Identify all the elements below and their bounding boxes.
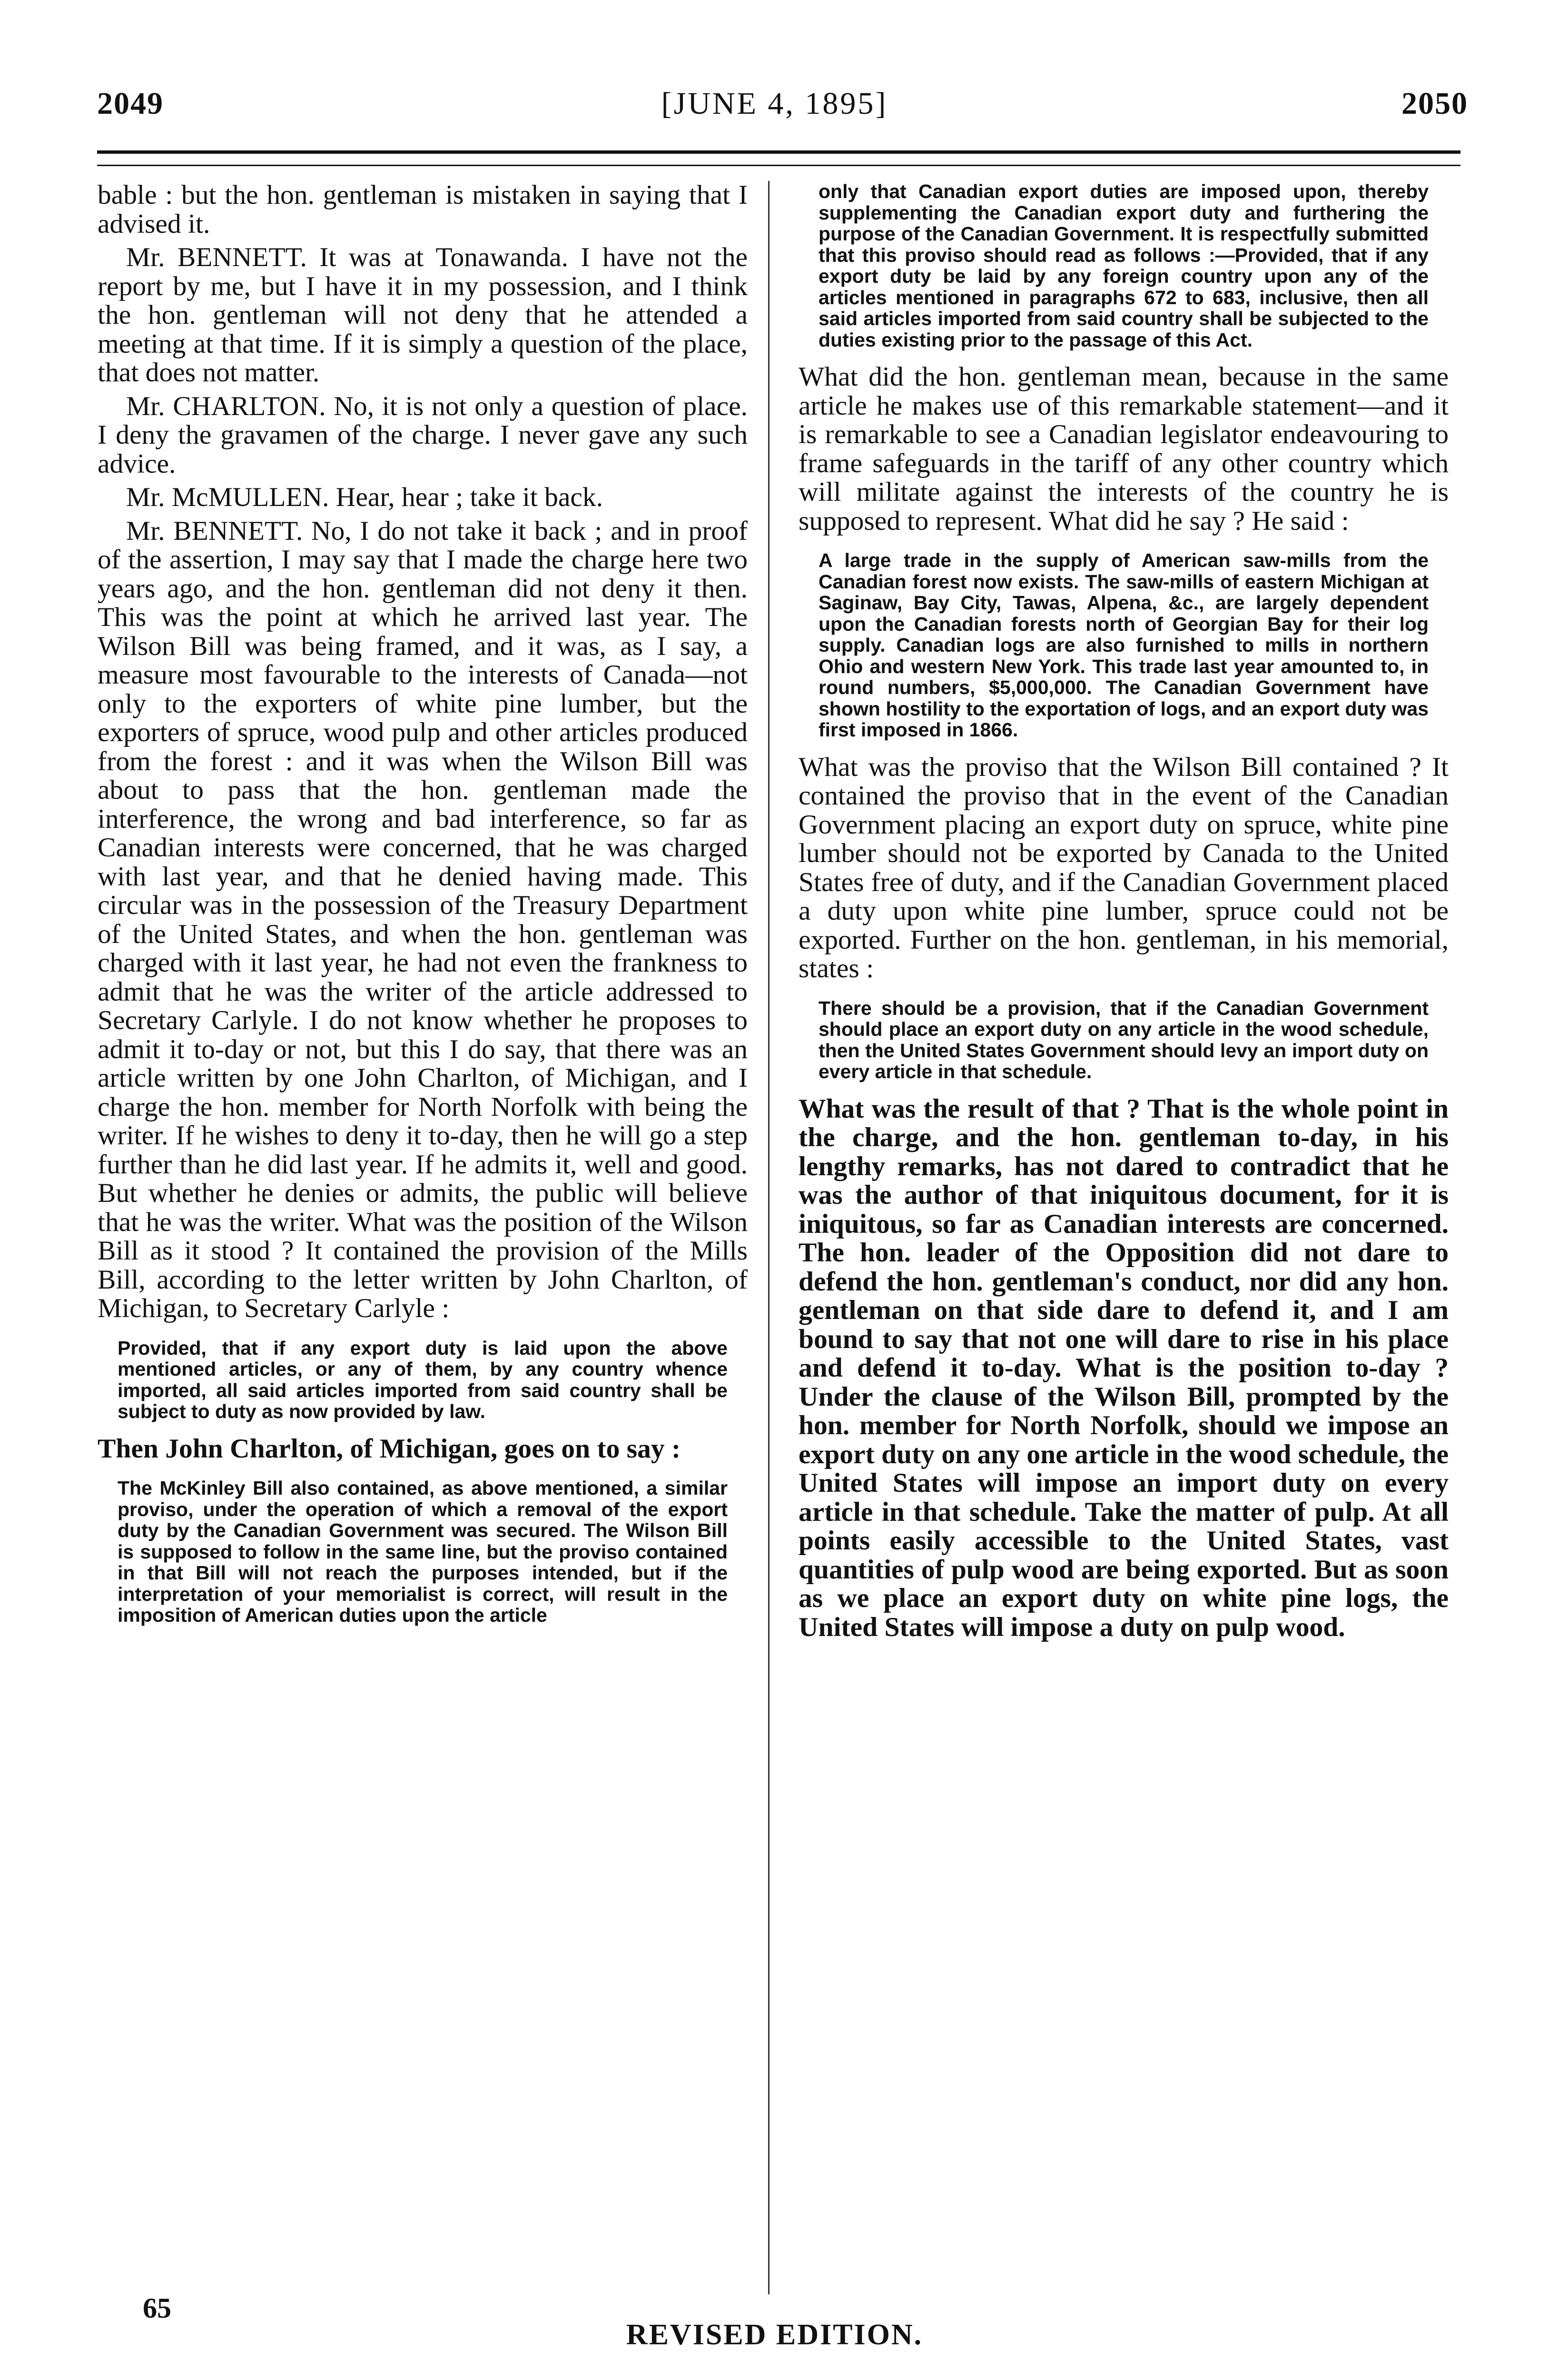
quote-sawmill-trade: A large trade in the supply of American saw-mills from the Canadian forest now exists. The saw-mills of eastern Michigan at Saginaw, Bay City, Tawas, Alpena, &c., are largely dependent upon the Canadian forests north of Georgian Bay for their log supply. Canadian logs are also furnished to mills in northern Ohio and western New York. This trade last year amounted to, in round numbers, $5,000,000. The Canadian Government have shown hostility to the exportation of logs, and an export duty was first imposed in 1866. [819, 549, 1429, 741]
paragraph-bennett-2: Mr. BENNETT. No, I do not take it back ; and in proof of the assertion, I may say that I made the charge here two years ago, and the hon. gentleman did not deny it then. This was the point at which he arrived last year. The Wilson Bill was being framed, and it was, as I say, a measure most favourable to the interests of Canada—not only to the exporters of white pine lumber, but the exporters of spruce, wood pulp and other articles produced from the forest : and it was when the Wilson Bill was about to pass that the hon. gentleman made the interference, the wrong and bad interference, so far as Canadian interests were concerned, that he was charged with last year, and that he denied having made. This circular was in the possession of the Treasury Department of the United States, and when the hon. gentleman was charged with it last year, he had not even the frankness to admit that he was the writer of the article addressed to Secretary Carlyle. I do not know whether he proposes to admit it to-day or not, but this I do say, that there was an article written by one John Charlton, of Michigan, and I charge the hon. member for North Norfolk with being the writer. If he wishes to deny it to-day, then he will go a step further than he did last year. If he admits it, well and good. But whether he denies or admits, the public will believe that he was the writer. What was the position of the Wilson Bill as it stood ? It contained the provision of the Mills Bill, according to the letter written by John Charlton, of Michigan, to Secretary Carlyle : [98, 516, 748, 1323]
quote-mckinley-bill: The McKinley Bill also contained, as above mentioned, a similar proviso, under the operation of which a removal of the export duty by the Canadian Government was secured. The Wilson Bill is supposed to follow in the same line, but the proviso contained in that Bill will not reach the purposes intended, but if the interpretation of your memorialist is correct, will result in the imposition of American duties upon the article [118, 1477, 728, 1626]
paragraph-mcmullen: Mr. McMULLEN. Hear, hear ; take it back. [126, 482, 603, 512]
header-rule-thick [97, 150, 1460, 154]
paragraph-charlton-goes-on: Then John Charlton, of Michigan, goes on to say : [98, 1433, 681, 1464]
paragraph-result: What was the result of that ? That is the whole point in the charge, and the hon. gentleman to-day, in his lengthy remarks, has not dared to contradict that he was the author of that iniquitous document, for it is iniquitous, so far as Canadian interests are concerned. The hon. leader of the Opposition did not dare to defend the hon. gentleman's conduct, nor did any hon. gentleman on that side dare to defend it, and I am bound to say that not one will dare to rise in his place and defend it to-day. What is the position to-day ? Under the clause of the Wilson Bill, prompted by the hon. member for North Norfolk, should we impose an export duty on any one article in the wood schedule, the United States will impose an import duty on every article in that schedule. Take the matter of pulp. At all points easily accessible to the United States, vast quantities of pulp wood are being exported. But as soon as we place an export duty on white pine logs, the United States will impose a duty on pulp wood. [799, 1093, 1449, 1642]
paragraph-wilson-proviso: What was the proviso that the Wilson Bill contained ? It contained the proviso that in the event of the Canadian Government placing an export duty on spruce, white pine lumber should not be exported by Canada to the United States free of duty, and if the Canadian Government placed a duty upon white pine lumber, spruce could not be exported. Further on the hon. gentleman, in his memorial, states : [799, 752, 1449, 983]
paragraph-continuation: bable : but the hon. gentleman is mistaken in saying that I advised it. [98, 181, 748, 239]
paragraph-what-did-he-mean: What did the hon. gentleman mean, because in the same article he makes use of this remarkable statement—and it is remarkable to see a Canadian legislator endeavouring to frame safeguards in the tariff of any other country which will militate against the interests of the country he is supposed to represent. What did he say ? He said : [799, 362, 1449, 536]
folio-number: 65 [143, 2292, 171, 2324]
paragraph-bennett-1: Mr. BENNETT. It was at Tonawanda. I have not the report by me, but I have it in my possession, and I think the hon. gentleman will not deny that he attended a meeting at that time. If it is simply a question of the place, that does not matter. [98, 242, 748, 387]
page-date: [JUNE 4, 1895] [661, 86, 888, 121]
right-column [799, 181, 1449, 2275]
header-rule-thin [97, 165, 1460, 166]
quote-mills-bill-proviso: Provided, that if any export duty is laid upon the above mentioned articles, or any of them, by any country whence imported, all said articles imported from said country shall be subject to duty as now provided by law. [118, 1337, 728, 1422]
column-divider [768, 181, 770, 2294]
paragraph-charlton: Mr. CHARLTON. No, it is not only a question of place. I deny the gravamen of the charge. I never gave any such advice. [98, 391, 748, 479]
edition-label: REVISED EDITION. [626, 2319, 923, 2351]
quote-continuation: only that Canadian export duties are imposed upon, thereby supplementing the Canadian export duty and furthering the purpose of the Canadian Government. It is respectfully submitted that this proviso should read as follows :—Provided, that if any export duty be laid by any foreign country upon any of the articles mentioned in paragraphs 672 to 683, inclusive, then all said articles imported from said country shall be subjected to the duties existing prior to the passage of this Act. [819, 181, 1429, 351]
page-number-right: 2050 [1401, 86, 1468, 121]
quote-memorial-provision: There should be a provision, that if the Canadian Government should place an export duty on any article in the wood schedule, then the United States Government should levy an import duty on every article in that schedule. [819, 997, 1429, 1082]
left-column [98, 181, 748, 2275]
page-number-left: 2049 [97, 86, 164, 121]
